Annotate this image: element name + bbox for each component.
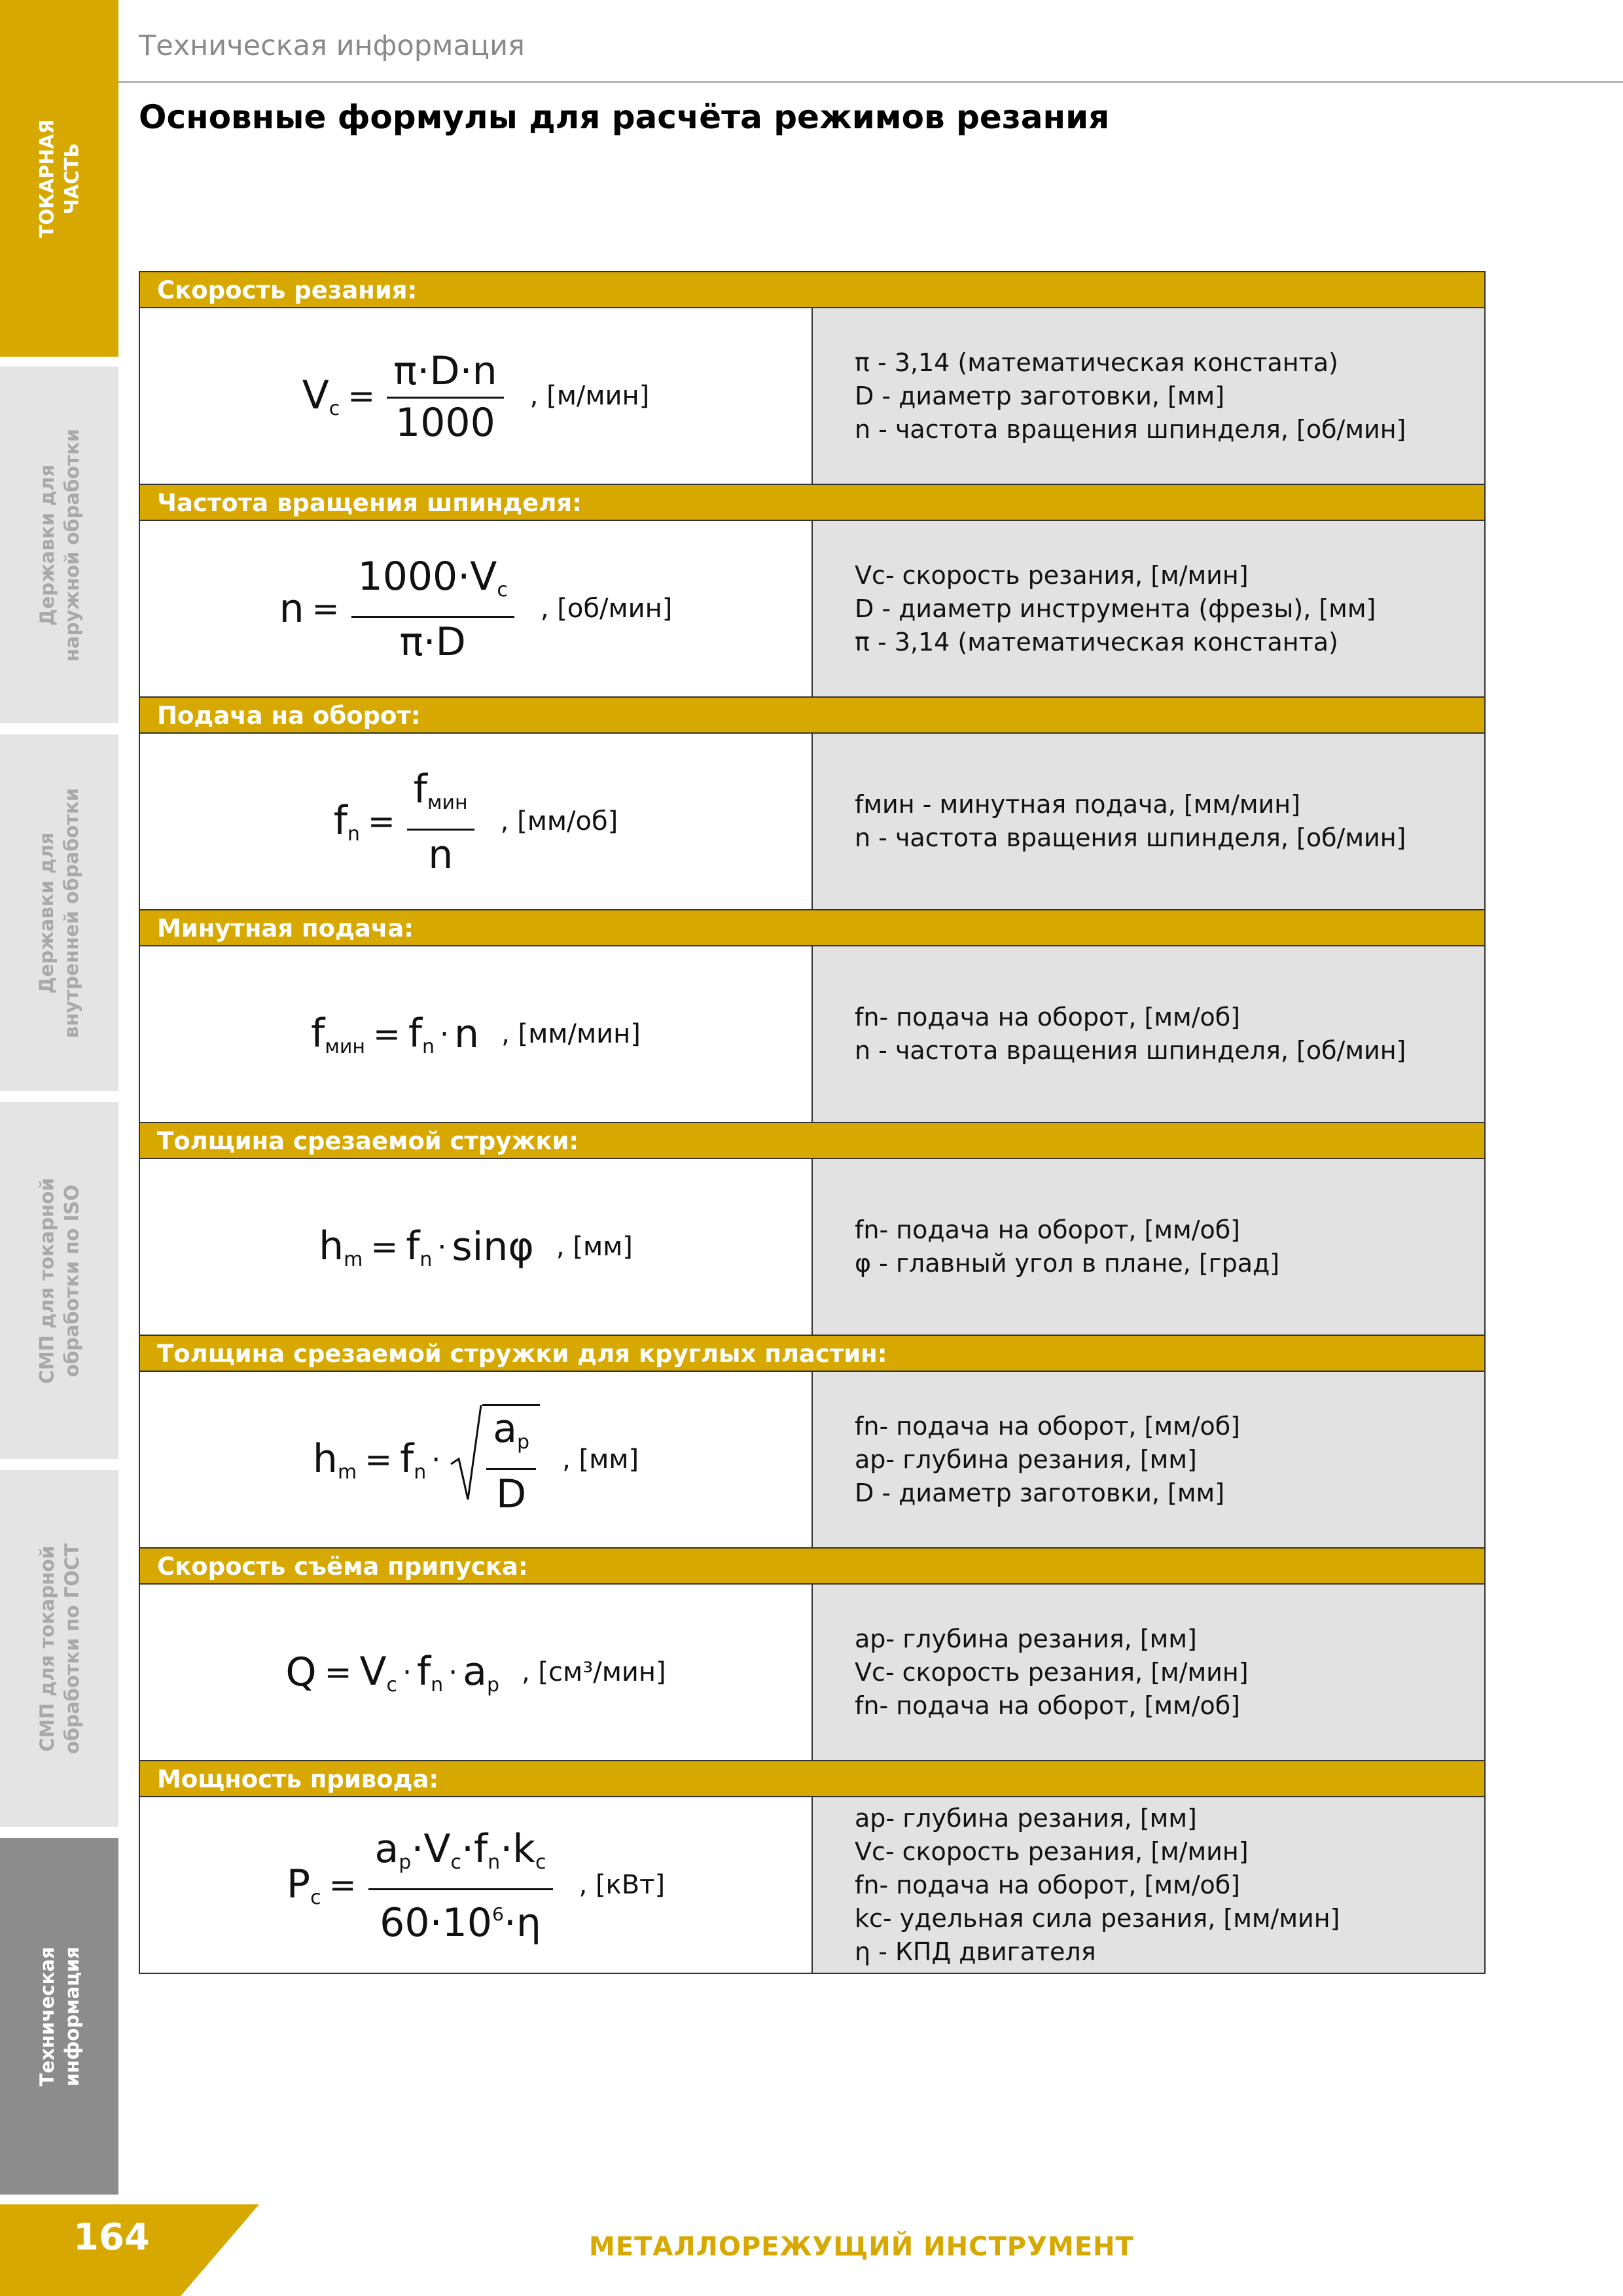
sidebar-tab-label: Державки для внутренней обработки	[35, 787, 83, 1038]
page-number: 164	[73, 2216, 150, 2259]
formula-cell	[140, 308, 813, 484]
definition-line: fn- подача на оборот, [мм/об]	[855, 1215, 1240, 1244]
sidebar-tab-turning[interactable]	[0, 0, 118, 357]
sidebar-tab-label: Державки для наружной обработки	[35, 428, 83, 662]
definition-line: n - частота вращения шпинделя, [об/мин]	[855, 1036, 1406, 1065]
formula-cell	[140, 1159, 813, 1335]
definition-line: fn- подача на оборот, [мм/об]	[855, 1870, 1240, 1899]
formula-header: Скорость съёма припуска:	[140, 1549, 1484, 1585]
radical-icon	[450, 1404, 482, 1502]
definition-line: η - КПД двигателя	[855, 1937, 1096, 1966]
formula-cell	[140, 1797, 813, 1973]
formula-header: Минутная подача:	[140, 910, 1484, 946]
formula-unit: , [см³/мин]	[522, 1657, 666, 1687]
definitions-cell	[813, 308, 1484, 484]
formula-row	[140, 308, 1484, 485]
formula-cell	[140, 946, 813, 1122]
sidebar-tab-label: СМП для токарной обработки по ISO	[35, 1177, 83, 1384]
definition-line: fn- подача на оборот, [мм/об]	[855, 1691, 1240, 1720]
formula-row	[140, 734, 1484, 910]
formula-drive-power: $P_c$ = $\frac{a_p\cdot V_c\cdot f_n\cdot k_c}{60\cdot 10^6\cdot\eta}$ , [кВт]	[286, 1825, 666, 1946]
formula-header: Скорость резания:	[140, 272, 1484, 308]
formula-removal-rate: Q = $V_c$ · $f_n$ · $a_p$ , [см³/мин]	[285, 1648, 666, 1696]
formula-row	[140, 521, 1484, 698]
formula-spindle-speed: n = $\frac{1000\cdot V_c}{\pi\cdot D}$ , [об/мин]	[279, 554, 673, 665]
formula-chip-thickness: $h_m$ = $f_n$ · sinφ , [мм]	[319, 1223, 633, 1271]
sidebar-tab-label: СМП для токарной обработки по ГОСТ	[35, 1543, 83, 1754]
definitions-cell	[813, 1159, 1484, 1335]
footer-brand: МЕТАЛЛОРЕЖУЩИЙ ИНСТРУМЕНТ	[589, 2232, 1134, 2262]
definition-line: n - частота вращения шпинделя, [об/мин]	[855, 823, 1406, 852]
formula-feed-per-rev: $f_n$ = $\frac{f_{мин}}{n}$ , [мм/об]	[333, 766, 618, 878]
definition-line: Vc- скорость резания, [м/мин]	[855, 1657, 1249, 1687]
definition-line: φ - главный угол в плане, [град]	[855, 1249, 1280, 1278]
definition-line: fn- подача на оборот, [мм/об]	[855, 1411, 1240, 1441]
formula-row	[140, 946, 1484, 1123]
section-title: Техническая информация	[139, 29, 525, 62]
definition-line: fn- подача на оборот, [мм/об]	[855, 1003, 1240, 1031]
sidebar-tab-technical-info[interactable]	[0, 1838, 118, 2195]
definitions-cell	[813, 1797, 1484, 1973]
formula-unit: , [мм]	[556, 1232, 633, 1262]
sidebar-tab-label: Техническая информация	[35, 1946, 83, 2087]
formula-unit: , [мм/мин]	[501, 1019, 641, 1049]
formula-cell	[140, 1372, 813, 1547]
formula-row	[140, 1159, 1484, 1336]
definition-line: n - частота вращения шпинделя, [об/мин]	[855, 414, 1406, 444]
formula-feed-per-minute: $f_{мин}$ = $f_n$ · n , [мм/мин]	[311, 1010, 641, 1058]
formula-header: Подача на оборот:	[140, 698, 1484, 734]
page-title: Основные формулы для расчёта режимов резания	[139, 98, 1110, 136]
definition-line: D - диаметр заготовки, [мм]	[855, 381, 1225, 410]
definition-line: ap- глубина резания, [мм]	[855, 1803, 1197, 1833]
definition-line: π - 3,14 (математическая константа)	[855, 627, 1338, 656]
formula-header: Мощность привода:	[140, 1761, 1484, 1797]
definition-line: fмин - минутная подача, [мм/мин]	[855, 790, 1300, 819]
formula-cell	[140, 521, 813, 696]
definition-line: π - 3,14 (математическая константа)	[855, 348, 1338, 377]
definitions-cell	[813, 521, 1484, 696]
definition-line: ap- глубина резания, [мм]	[855, 1444, 1197, 1474]
formula-row	[140, 1585, 1484, 1761]
definitions-cell	[813, 734, 1484, 909]
formula-cell	[140, 1585, 813, 1760]
definition-line: D - диаметр инструмента (фрезы), [мм]	[855, 594, 1376, 623]
definition-line: D - диаметр заготовки, [мм]	[855, 1478, 1225, 1507]
formula-header: Толщина срезаемой стружки:	[140, 1123, 1484, 1159]
square-root-sign: $\frac{a_p}{D}$	[450, 1404, 540, 1516]
formula-cell	[140, 734, 813, 909]
definitions-cell	[813, 1585, 1484, 1760]
definition-line: Vc- скорость резания, [м/мин]	[855, 1837, 1249, 1866]
formula-unit: , [мм/об]	[500, 806, 618, 836]
sidebar-nav	[0, 0, 118, 2296]
definition-line: ap- глубина резания, [мм]	[855, 1624, 1197, 1653]
formula-unit: , [об/мин]	[540, 594, 673, 624]
formula-header: Частота вращения шпинделя:	[140, 485, 1484, 521]
sidebar-tab-label: ТОКАРНАЯ ЧАСТЬ	[35, 119, 83, 238]
definition-line: Vc- скорость резания, [м/мин]	[855, 560, 1249, 590]
definition-line: kc- удельная сила резания, [мм/мин]	[855, 1903, 1340, 1933]
definitions-cell	[813, 1372, 1484, 1547]
formula-table	[139, 271, 1486, 1974]
formula-row	[140, 1372, 1484, 1549]
sidebar-tab-inserts-gost[interactable]	[0, 1470, 118, 1827]
sidebar-tab-inserts-iso[interactable]	[0, 1102, 118, 1459]
formula-unit: , [кВт]	[579, 1870, 666, 1900]
sidebar-tab-internal-holders[interactable]	[0, 734, 118, 1091]
formula-cutting-speed: $V_c$ = $\frac{\pi\cdot D\cdot n}{1000}$ , [м/мин]	[302, 348, 650, 446]
formula-row	[140, 1797, 1484, 1973]
header-divider	[118, 81, 1623, 83]
sidebar-tab-external-holders[interactable]	[0, 367, 118, 723]
formula-header: Толщина срезаемой стружки для круглых пластин:	[140, 1336, 1484, 1372]
formula-chip-thickness-round: $h_m$ = $f_n$ · $\frac{a_p}{D}$ , [мм]	[313, 1404, 639, 1516]
formula-unit: , [м/мин]	[529, 381, 650, 411]
definitions-cell	[813, 946, 1484, 1122]
formula-unit: , [мм]	[562, 1444, 639, 1475]
